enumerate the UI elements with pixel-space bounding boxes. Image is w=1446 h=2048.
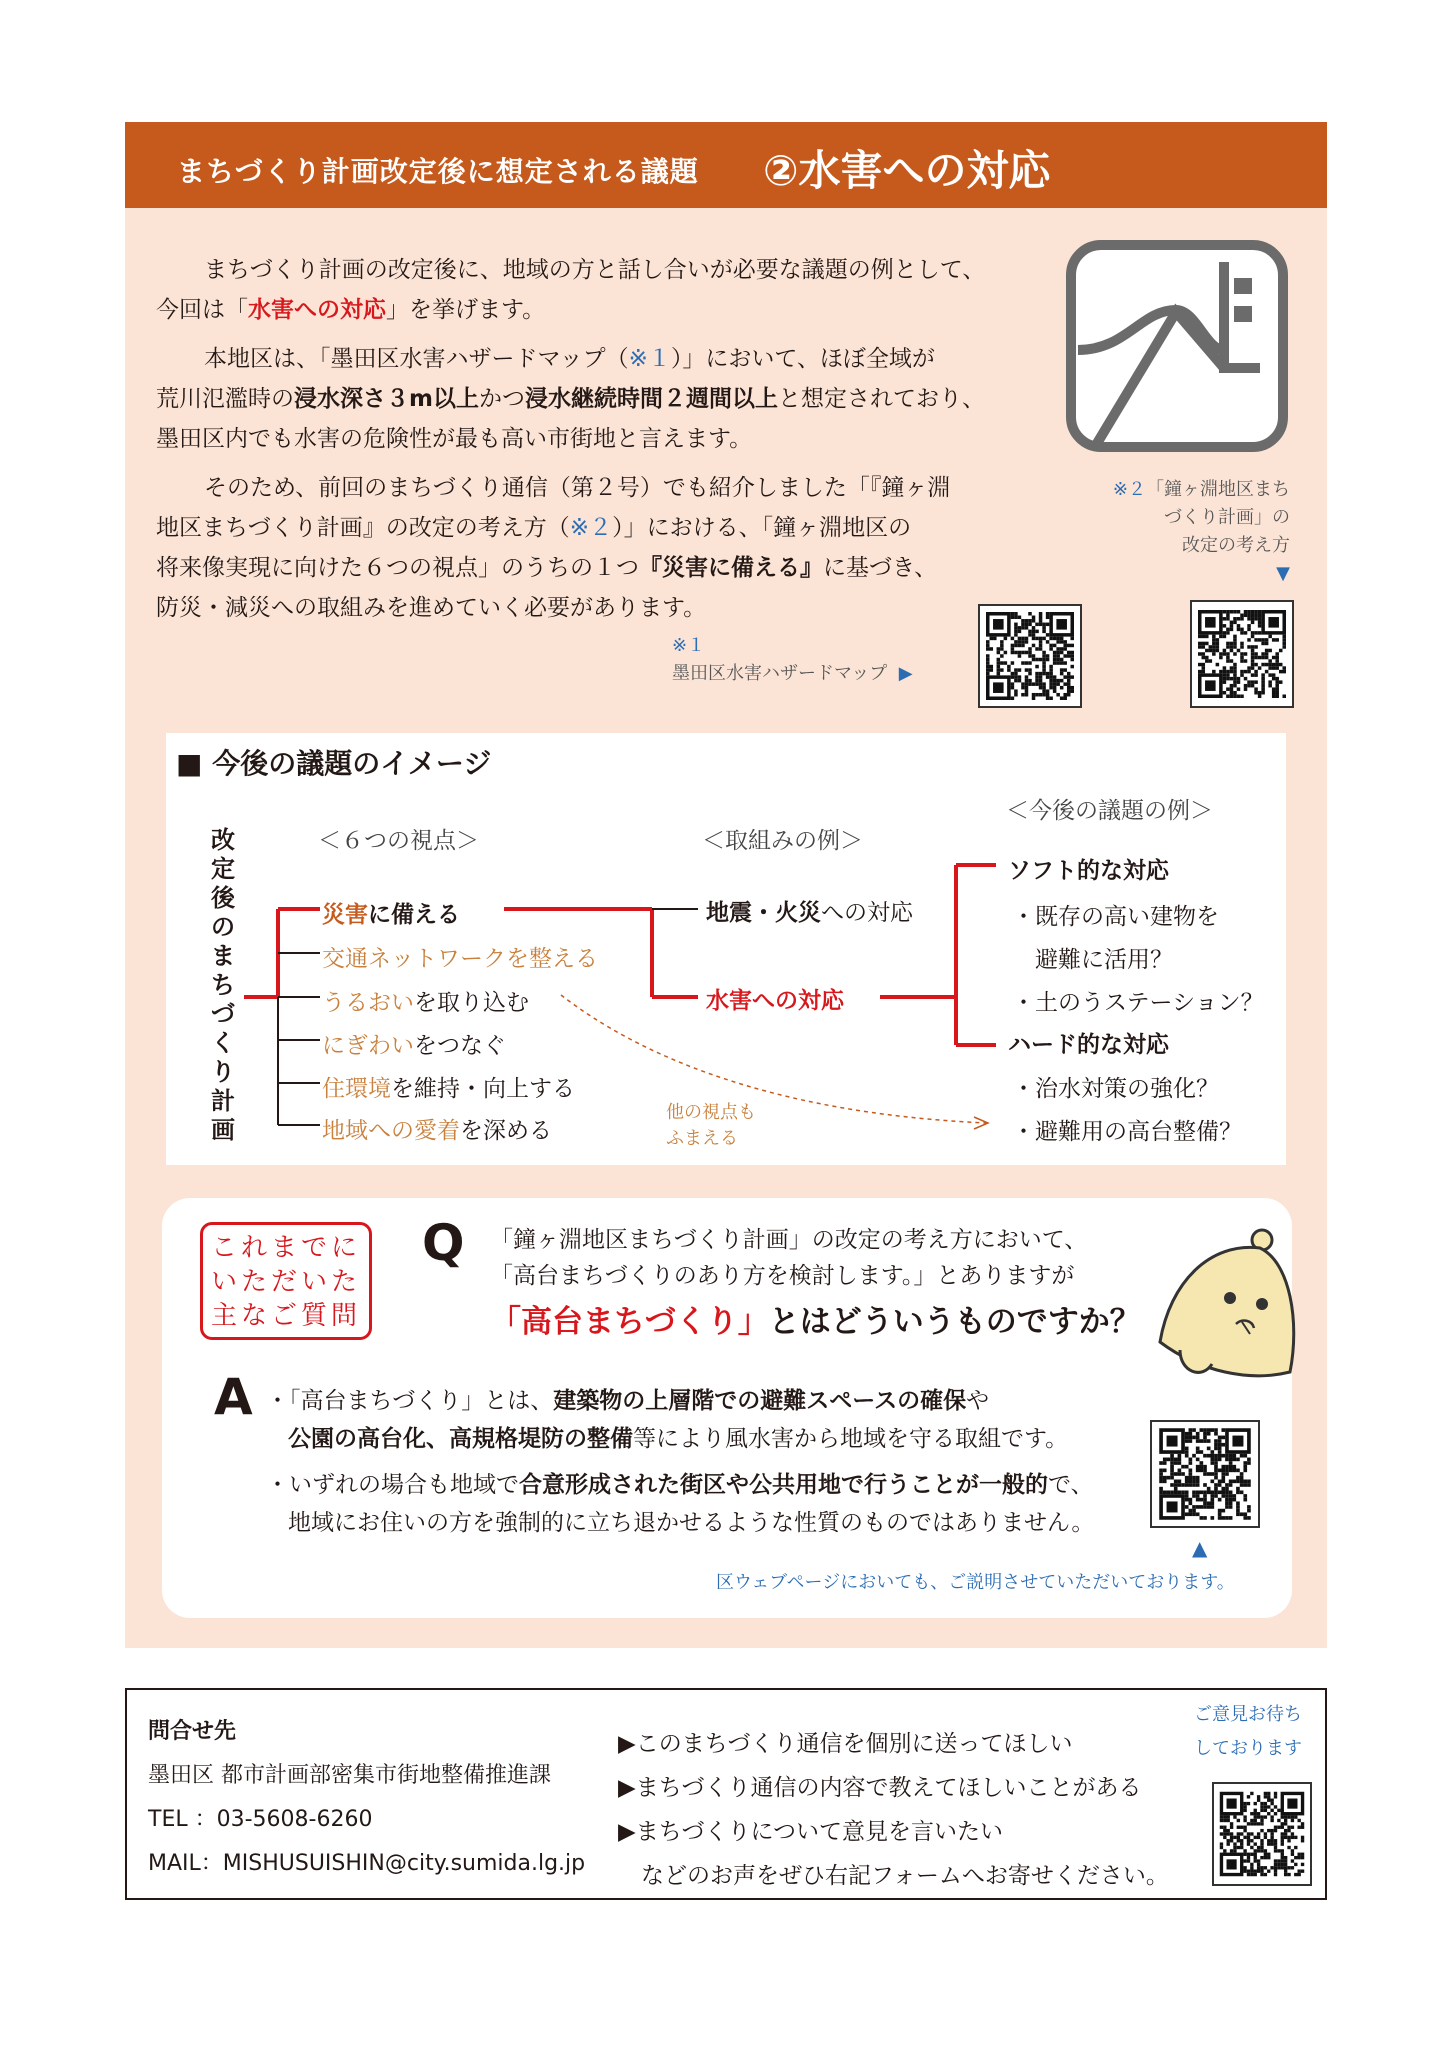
answer-text: 地域にお住いの方を強制的に立ち退かせるような性質のものではありません。 bbox=[288, 1510, 1095, 1536]
intro-paragraph-3 bbox=[156, 468, 1040, 628]
flood-icon bbox=[1066, 240, 1288, 452]
arrow-up-icon: ▲ bbox=[1192, 1536, 1208, 1560]
ref-2-link[interactable]: ※２ bbox=[569, 515, 613, 541]
arrow-down-icon: ▼ bbox=[1276, 563, 1290, 584]
viewpoint-liveliness bbox=[322, 1027, 506, 1060]
intro-text-span: 荒川氾濫時の bbox=[156, 386, 294, 412]
contact-email[interactable]: MAIL：MISHUSUISHIN@city.sumida.lg.jp bbox=[148, 1851, 586, 1876]
intro-paragraph-1 bbox=[156, 250, 1040, 330]
viewpoint-keyword: 交通ネットワークを整える bbox=[322, 946, 598, 972]
viewpoint-traffic bbox=[322, 940, 598, 973]
question-mark: Q bbox=[422, 1214, 465, 1272]
intro-text-span: 墨田区内でも水害の危険性が最も高い市街地と言えます。 bbox=[156, 426, 753, 452]
intro-highlight: 水害への対応 bbox=[248, 297, 386, 323]
contact-department: 墨田区 都市計画部密集市街地整備推進課 bbox=[148, 1763, 551, 1788]
contact-requests bbox=[618, 1722, 1169, 1898]
viewpoint-keyword: 災害 bbox=[322, 902, 368, 928]
answer-text: ・いずれの場合も地域で bbox=[266, 1472, 519, 1498]
viewpoint-rest: をつなぐ bbox=[414, 1033, 506, 1059]
viewpoint-keyword: うるおい bbox=[322, 990, 414, 1016]
soft-measures-title: ソフト的な対応 bbox=[1008, 858, 1169, 884]
question-keyword: 「高台まちづくり」 bbox=[490, 1304, 769, 1340]
viewpoint-rest: に備える bbox=[368, 902, 460, 928]
viewpoint-keyword: にぎわい bbox=[322, 1033, 414, 1059]
intro-text bbox=[156, 250, 1040, 637]
stamp-line: これまでに bbox=[210, 1233, 361, 1263]
viewpoint-greenery bbox=[322, 984, 529, 1017]
list-item: 避難に活用？ bbox=[1012, 947, 1173, 973]
intro-text-span: ）」において、ほぼ全域が bbox=[670, 346, 935, 372]
other-viewpoints-note bbox=[666, 1100, 756, 1152]
contact-title: 問合せ先 bbox=[148, 1719, 237, 1744]
answer-point-2 bbox=[266, 1466, 1094, 1542]
intro-text-span: 防災・減災への取組みを進めていく必要があります。 bbox=[156, 595, 707, 621]
intro-text-span: 今回は「 bbox=[156, 297, 248, 323]
action-flood: 水害への対応 bbox=[706, 988, 844, 1014]
viewpoint-disaster bbox=[322, 896, 460, 929]
action-keyword: 地震・火災 bbox=[706, 900, 821, 926]
intro-paragraph-2 bbox=[156, 339, 1040, 459]
list-item: ・治水対策の強化？ bbox=[1012, 1076, 1219, 1102]
col-topics-label: ＜今後の議題の例＞ bbox=[1006, 798, 1213, 824]
intro-bold: 浸水深さ３m以上 bbox=[294, 386, 479, 412]
wait-line: しております bbox=[1194, 1738, 1302, 1759]
stamp-line: いただいた bbox=[210, 1267, 361, 1297]
action-earthquake-fire bbox=[706, 894, 913, 927]
note-line: 他の視点も bbox=[666, 1102, 756, 1123]
viewpoint-living-environment bbox=[322, 1070, 575, 1103]
viewpoint-keyword: 住環境 bbox=[322, 1076, 391, 1102]
ref-2-line: 改定の考え方 bbox=[1182, 535, 1290, 556]
intro-text-span: そのため、前回のまちづくり通信（第２号）でも紹介しました「『鐘ヶ淵 bbox=[204, 475, 951, 501]
request-item: ▶まちづくり通信の内容で教えてほしいことがある bbox=[618, 1775, 1142, 1801]
list-item: ・既存の高い建物を bbox=[1012, 904, 1219, 930]
ref-1-caption bbox=[672, 632, 913, 688]
viewpoint-attachment bbox=[322, 1112, 552, 1145]
contact-info bbox=[148, 1710, 585, 1886]
bell-mascot-icon bbox=[1150, 1222, 1300, 1396]
ref-2-mark: ※２ bbox=[1112, 479, 1146, 500]
intro-text-span: まちづくり計画の改定後に、地域の方と話し合いが必要な議題の例として、 bbox=[204, 257, 986, 283]
web-page-note: 区ウェブページにおいても、ご説明させていただいております。 bbox=[716, 1572, 1235, 1593]
viewpoint-rest: を維持・向上する bbox=[391, 1076, 575, 1102]
question-headline bbox=[490, 1296, 1141, 1341]
answer-bold: 合意形成された街区や公共用地で行うことが一般的 bbox=[519, 1472, 1048, 1498]
ref-2-line: づくり計画」の bbox=[1164, 507, 1290, 528]
stamp-line: 主なご質問 bbox=[210, 1301, 361, 1331]
question-line: 「鐘ヶ淵地区まちづくり計画」の改定の考え方において、 bbox=[490, 1227, 1088, 1253]
request-item: ▶まちづくりについて意見を言いたい bbox=[618, 1819, 1003, 1845]
question-text bbox=[490, 1222, 1087, 1294]
viewpoint-rest: を取り込む bbox=[414, 990, 529, 1016]
ref-1-link[interactable]: ※１ bbox=[628, 346, 671, 372]
action-rest: への対応 bbox=[821, 900, 913, 926]
request-item: などのお声をぜひ右記フォームへお寄せください。 bbox=[618, 1863, 1169, 1889]
opinion-wait-label bbox=[1180, 1698, 1316, 1766]
intro-text-span: 」を挙げます。 bbox=[386, 297, 546, 323]
intro-text-span: に基づき、 bbox=[823, 555, 938, 581]
answer-mark: A bbox=[214, 1368, 253, 1426]
qr-code-web-page[interactable] bbox=[1150, 1420, 1260, 1528]
qr-code-plan-revision[interactable] bbox=[1190, 600, 1294, 708]
hard-measures-list bbox=[1012, 1068, 1242, 1154]
header-subtitle: まちづくり計画改定後に想定される議題 bbox=[177, 155, 699, 188]
contact-phone[interactable]: TEL ：03-5608-6260 bbox=[148, 1807, 373, 1832]
qr-code-opinion-form[interactable] bbox=[1212, 1782, 1312, 1886]
answer-text: ・「高台まちづくり」とは、 bbox=[266, 1388, 554, 1414]
question-line: 「高台まちづくりのあり方を検討します。」とありますが bbox=[490, 1263, 1075, 1289]
ref-1-label: 墨田区水害ハザードマップ bbox=[672, 663, 888, 684]
ref-2-caption bbox=[1060, 476, 1290, 588]
intro-bold: 浸水継続時間２週間以上 bbox=[524, 386, 778, 412]
vertical-label: 改 定 後 の ま ち づ く り 計 画 bbox=[211, 826, 235, 1144]
ref-1-mark: ※１ bbox=[672, 635, 706, 656]
ref-2-line: 「鐘ヶ淵地区まち bbox=[1146, 479, 1290, 500]
intro-text-span: 将来像実現に向けた６つの視点」のうちの１つ bbox=[156, 555, 639, 581]
intro-text-span: ）」における、「鐘ヶ淵地区の bbox=[612, 515, 912, 541]
faq-stamp bbox=[200, 1222, 372, 1340]
intro-text-span: 本地区は、「墨田区水害ハザードマップ（ bbox=[204, 346, 629, 372]
wait-line: ご意見お待ち bbox=[1194, 1704, 1302, 1725]
note-line: ふまえる bbox=[666, 1128, 738, 1149]
answer-text: や bbox=[966, 1388, 990, 1414]
diagram-title: ■ 今後の議題のイメージ bbox=[176, 747, 492, 780]
answer-bold: 公園の高台化、高規格堤防の整備 bbox=[288, 1426, 633, 1452]
intro-text-span: と想定されており、 bbox=[777, 386, 985, 412]
col-actions-label: ＜取組みの例＞ bbox=[702, 828, 863, 854]
answer-point-1 bbox=[266, 1382, 1068, 1458]
header-title: ②水害への対応 bbox=[763, 146, 1051, 195]
list-item: ・避難用の高台整備？ bbox=[1012, 1119, 1242, 1145]
intro-bold: 『災害に備える』 bbox=[639, 555, 823, 581]
list-item: ・土のうステーション？ bbox=[1012, 990, 1264, 1016]
section-header bbox=[125, 122, 1327, 208]
hard-measures-title: ハード的な対応 bbox=[1008, 1032, 1169, 1058]
answer-text: 等により風水害から地域を守る取組です。 bbox=[633, 1426, 1069, 1452]
question-rest: とはどういうものですか？ bbox=[768, 1304, 1141, 1340]
qr-code-hazard-map[interactable] bbox=[978, 604, 1082, 708]
answer-text: で、 bbox=[1048, 1472, 1094, 1498]
col-viewpoints-label: ＜６つの視点＞ bbox=[318, 828, 479, 854]
intro-text-span: 地区まちづくり計画』の改定の考え方（ bbox=[156, 515, 570, 541]
viewpoint-rest: を深める bbox=[460, 1118, 552, 1144]
soft-measures-list bbox=[1012, 896, 1264, 1025]
answer-bold: 建築物の上層階での避難スペースの確保 bbox=[553, 1388, 967, 1414]
arrow-right-icon: ▶ bbox=[898, 663, 913, 684]
request-item: ▶このまちづくり通信を個別に送ってほしい bbox=[618, 1731, 1073, 1757]
intro-text-span: かつ bbox=[478, 386, 525, 412]
viewpoint-keyword: 地域への愛着 bbox=[322, 1118, 460, 1144]
